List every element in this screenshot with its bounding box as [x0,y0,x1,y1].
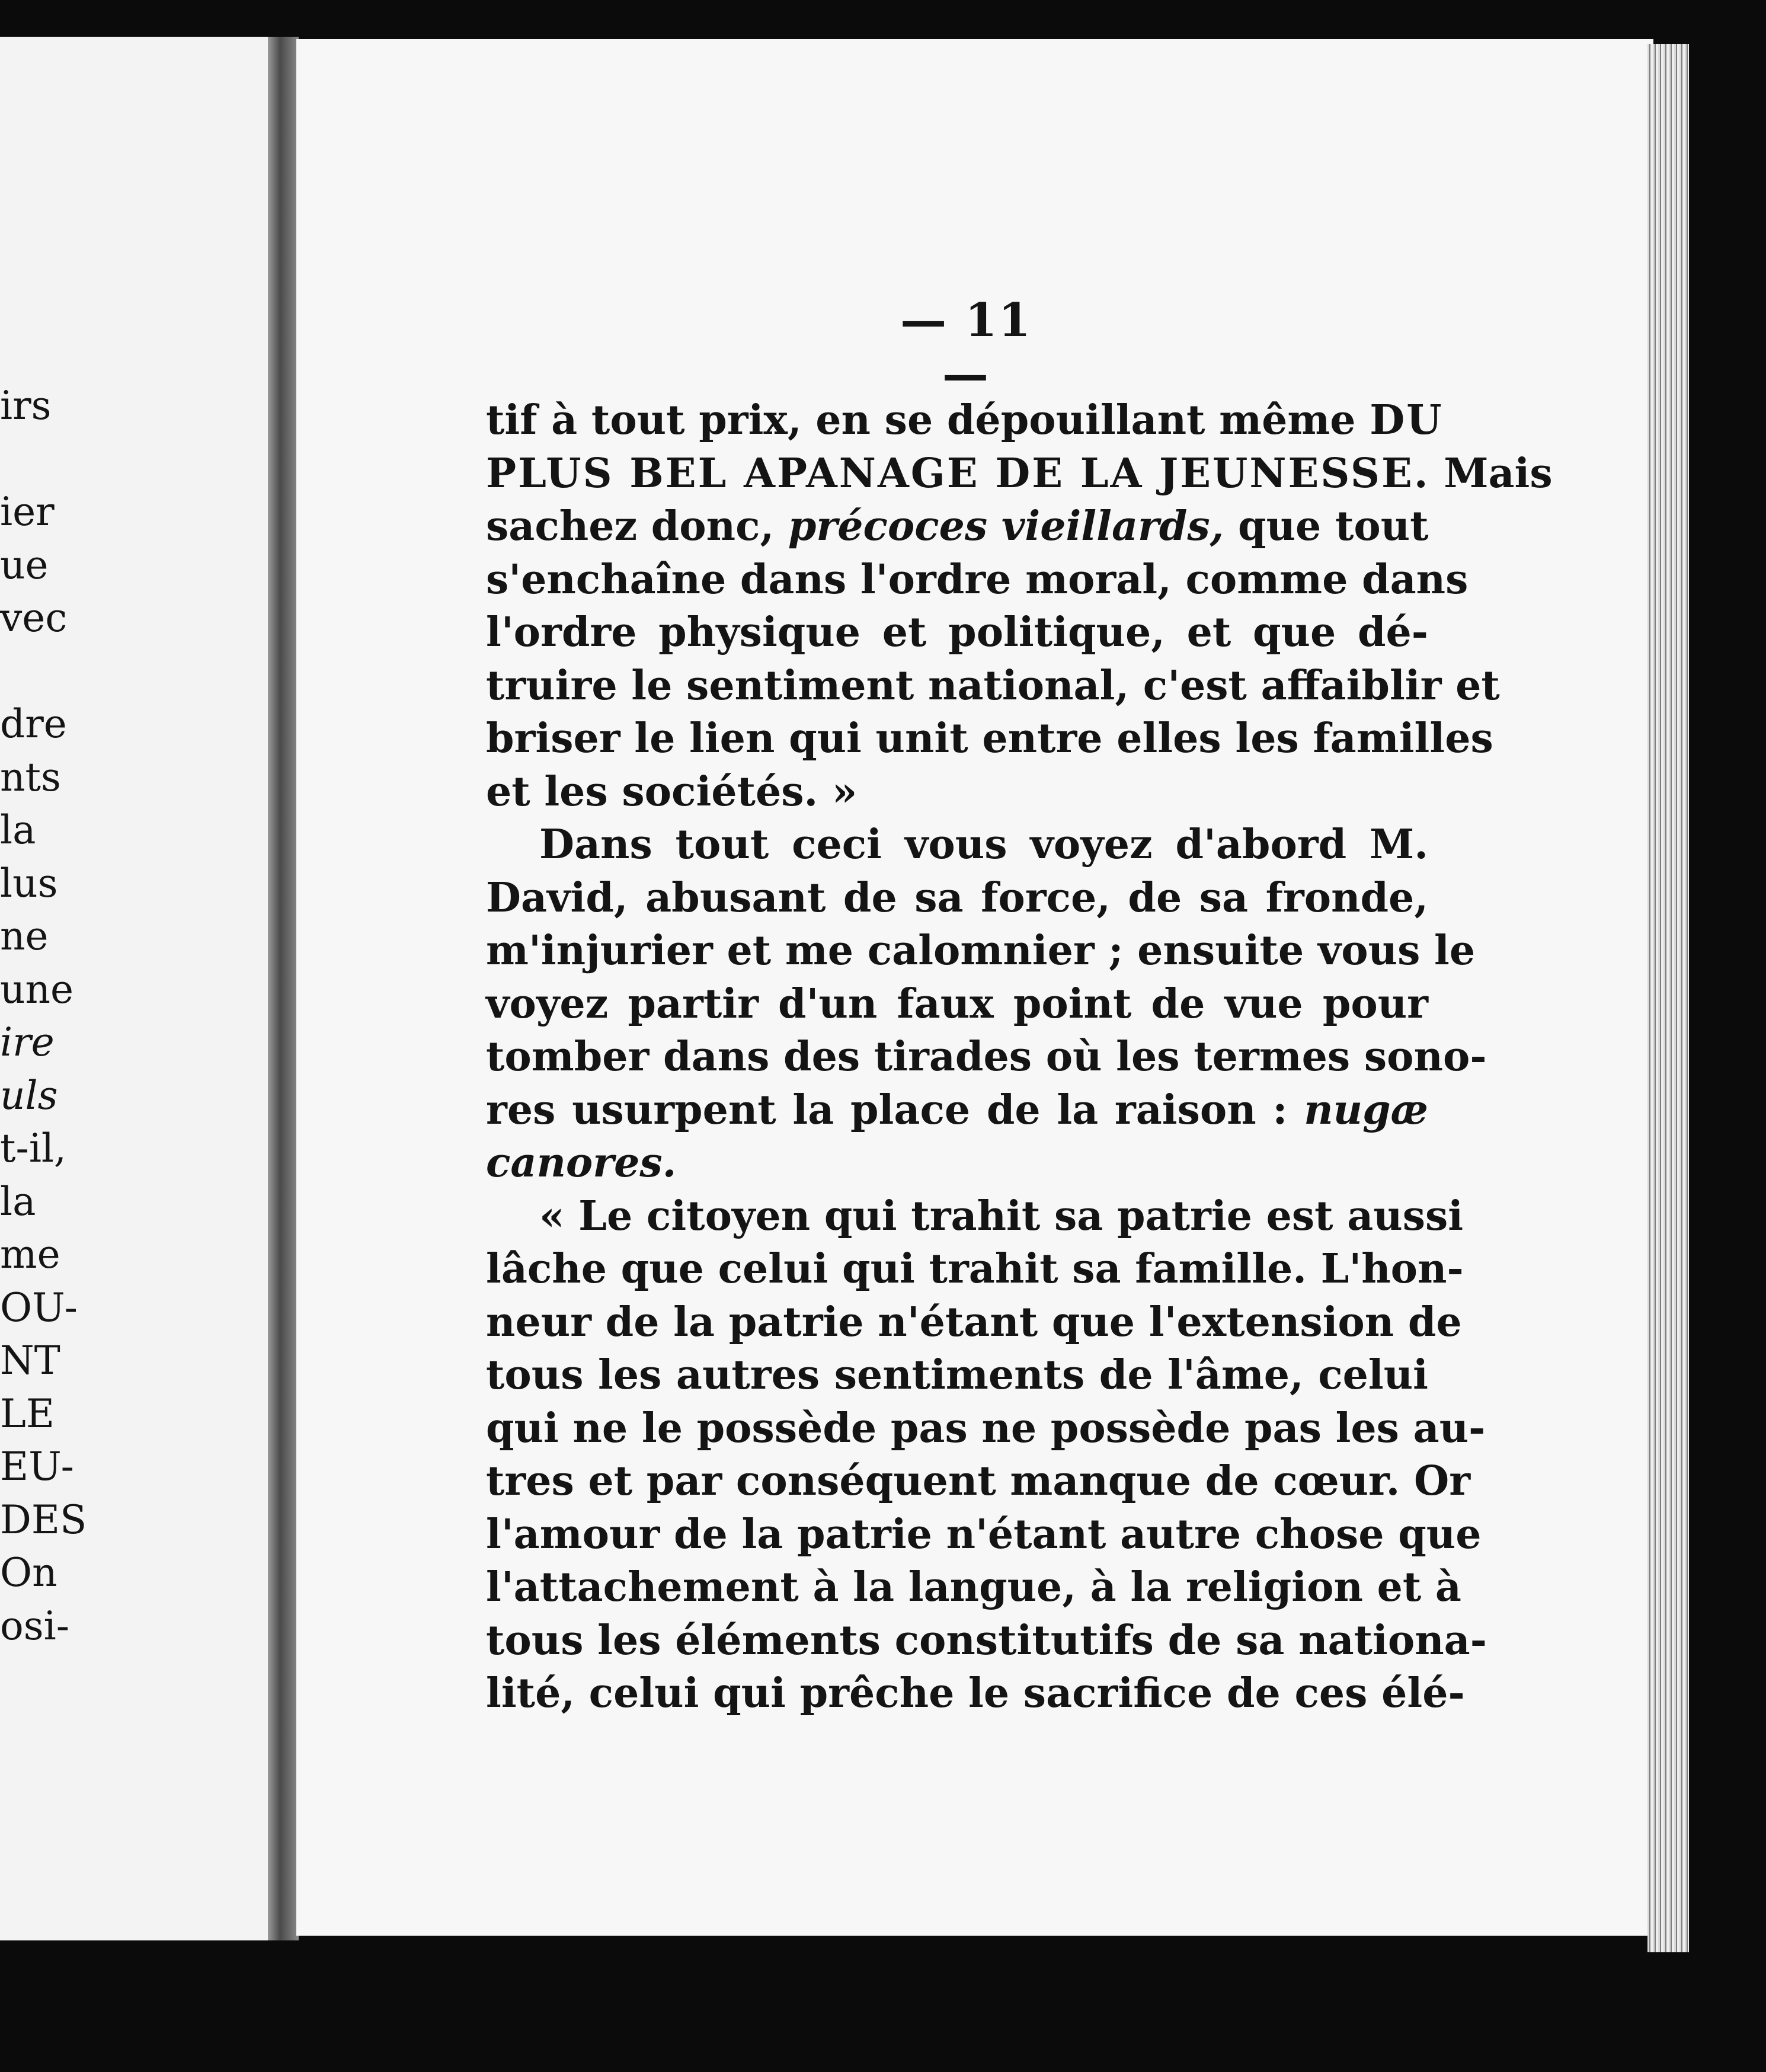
text-line: l'attachement à la langue, à la religion et à [486,1563,1461,1611]
text-line: et les sociétés. » [486,768,858,816]
text-line: qui ne le possède pas ne possède pas les au- [486,1404,1486,1452]
text-line: Dans tout ceci vous voyez d'abord M. [539,821,1428,868]
left-fragment: ire [0,1019,55,1065]
left-fragment: t-il, [0,1125,67,1171]
left-fragment: irs [0,383,52,429]
page-number: — 11 — [900,293,1032,401]
text-line: lâche que celui qui trahit sa famille. L'hon- [486,1245,1464,1293]
left-fragment: osi- [0,1603,70,1649]
text-line: tif à tout prix, en se dépouillant même DU [486,397,1444,444]
text-line: neur de la patrie n'étant que l'extension de [486,1298,1462,1346]
left-fragment: la [0,807,36,853]
text-line: l'amour de la patrie n'étant autre chose que [486,1510,1482,1558]
left-fragment-gap [0,433,71,486]
text-line: m'injurier et me calomnier ; ensuite vous le [486,927,1476,974]
left-fragment: On [0,1550,57,1595]
left-fragment: la [0,1178,36,1224]
left-fragment: EU- [0,1444,74,1489]
left-fragment: une [0,966,74,1012]
text-line: s'enchaîne dans l'ordre moral, comme dans [486,555,1469,603]
body-text [486,394,1553,1721]
page-edges [1647,44,1689,1952]
text-line: voyez partir d'un faux point de vue pour [486,980,1428,1028]
text-line: sachez donc, précoces vieillards, que tout [486,503,1429,550]
text-line: truire le sentiment national, c'est affaiblir et [486,661,1500,709]
left-fragment: vec [0,595,68,641]
left-fragment: uls [0,1072,58,1118]
text-line: canores. [486,1139,677,1187]
text-line: tous les éléments constitutifs de sa nationa- [486,1616,1487,1664]
text-line: lité, celui qui prêche le sacrifice de ces élé- [486,1670,1465,1717]
text-line: l'ordre physique et politique, et que dé- [486,609,1428,656]
text-line: tous les autres sentiments de l'âme, celui [486,1351,1428,1399]
left-fragment: me [0,1232,60,1277]
left-fragment: ue [0,542,49,588]
left-page-text-fragments [0,379,87,1652]
left-fragment-gap [0,645,71,698]
left-fragment: ne [0,913,49,959]
text-line: tres et par conséquent manque de cœur. Or [486,1457,1471,1505]
text-line: PLUS BEL APANAGE DE LA JEUNESSE. Mais [486,449,1553,497]
left-fragment: lus [0,860,58,906]
left-fragment: LE [0,1390,55,1437]
left-fragment: NT [0,1338,60,1383]
text-line: tomber dans des tirades où les termes sono- [486,1033,1487,1080]
left-fragment: ier [0,489,55,535]
left-fragment: nts [0,754,61,800]
text-line: res usurpent la place de la raison : nugæ [486,1086,1428,1134]
left-fragment: dre [0,701,67,747]
left-fragment: DES [0,1497,87,1543]
text-line: briser le lien qui unit entre elles les familles [486,715,1493,762]
text-line: David, abusant de sa force, de sa fronde, [486,874,1428,922]
left-fragment: OU- [0,1284,78,1331]
text-line: « Le citoyen qui trahit sa patrie est aussi [539,1192,1464,1240]
book-gutter [268,37,299,1940]
